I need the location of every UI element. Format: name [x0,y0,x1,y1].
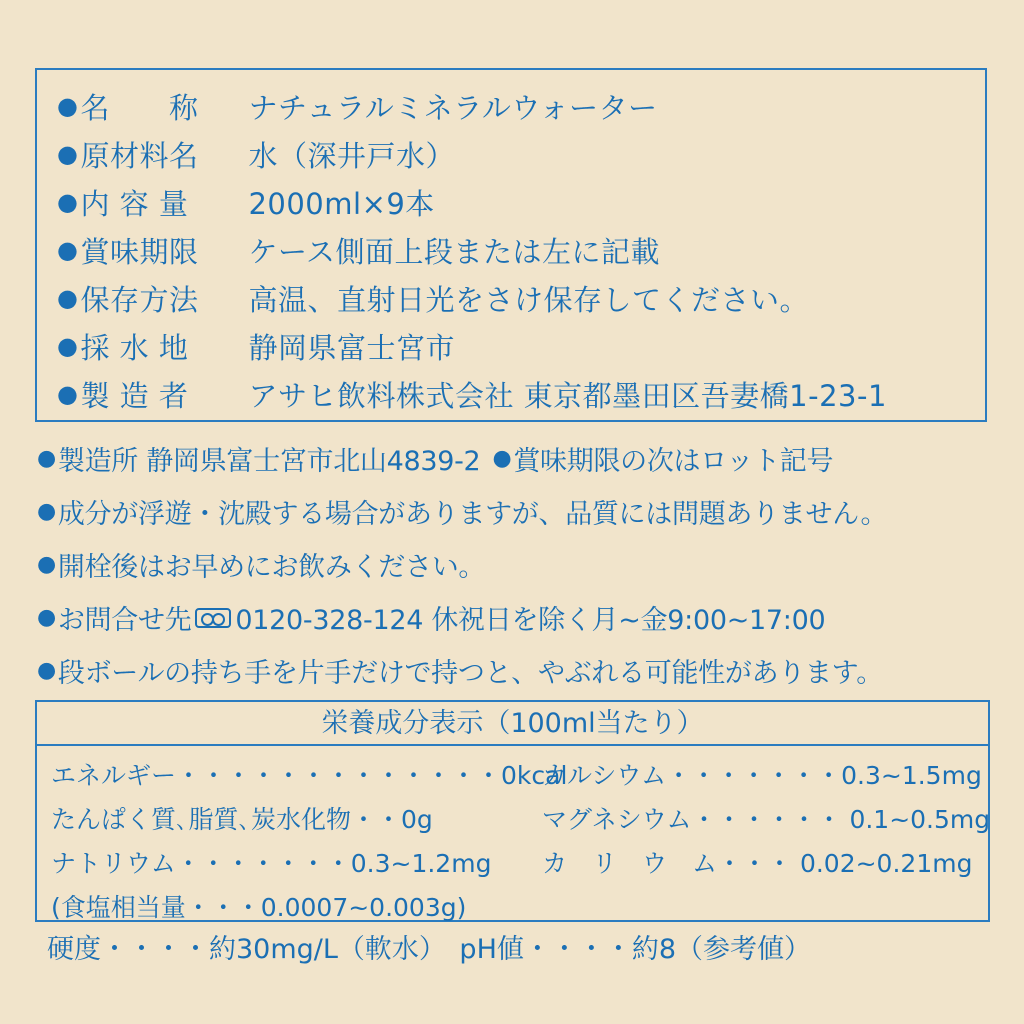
note-after-open-text: 開栓後はお早めにお飲みください。 [57,552,486,583]
info-row-manufacturer [57,370,887,418]
bullet-icon: ● [37,658,56,683]
info-label: 製 造 者 [80,378,189,413]
info-value: 2000ml×9本 [248,186,435,221]
info-value: ナチュラルミネラルウォーター [248,90,658,125]
info-label: 内 容 量 [80,186,189,221]
nutrition-sodium: ナトリウム・・・・・・・0.3~1.2mg [51,849,492,878]
info-value: アサヒ飲料株式会社 東京都墨田区吾妻橋1-23-1 [248,378,887,413]
info-value: ケース側面上段または左に記載 [248,234,661,269]
nutrition-magnesium: マグネシウム・・・・・・ 0.1~0.5mg [542,805,991,834]
info-value: 高温、直射日光をさけ保存してください。 [248,282,809,317]
bullet-icon: ● [57,140,79,168]
nutrition-left-column [51,754,567,930]
bullet-icon: ● [57,92,79,120]
info-label: 名 称 [80,90,199,125]
bullet-icon: ● [57,236,79,264]
hardness-ph-line: 硬度・・・・約30mg/L（軟水） pH値・・・・約8（参考値） [47,934,812,965]
info-row-source [57,322,455,370]
nutrition-box [35,700,990,922]
bullet-icon: ● [37,446,56,471]
info-label: 保存方法 [80,282,199,317]
bullet-icon: ● [57,380,79,408]
info-value: 水（深井戸水） [248,138,455,173]
note-sediment-text: 成分が浮遊・沈殿する場合がありますが、品質には問題ありません。 [57,499,888,530]
contact-prefix: お問合せ先 [57,605,192,636]
nutrition-protein-fat-carb: たんぱく質､脂質､炭水化物・・0g [51,805,433,834]
bullet-icon: ● [57,284,79,312]
note-factory-text: 製造所 静岡県富士宮市北山4839-2 [57,446,481,477]
note-carton [37,644,997,697]
bullet-icon: ● [57,188,79,216]
contact-number: 0120-328-124 休祝日を除く月~金9:00~17:00 [235,605,826,636]
note-after-open [37,538,997,591]
info-label: 賞味期限 [80,234,199,269]
note-factory [37,432,997,485]
notes-section [37,432,997,697]
bullet-icon: ● [37,552,56,577]
bullet-icon: ● [57,332,79,360]
note-sediment [37,485,997,538]
info-label: 原材料名 [80,138,199,173]
bullet-icon: ● [37,605,56,630]
free-dial-icon [195,608,231,628]
info-value: 静岡県富士宮市 [248,330,455,365]
info-row-name [57,82,658,130]
info-row-storage [57,274,809,322]
nutrition-right-column [542,754,990,886]
product-info-box [35,68,987,422]
note-carton-text: 段ボールの持ち手を片手だけで持つと、やぶれる可能性があります。 [57,658,883,689]
note-lot-text: 賞味期限の次はロット記号 [513,446,834,477]
nutrition-potassium: カ リ ウ ム・・・ 0.02~0.21mg [542,849,973,878]
nutrition-calcium: カルシウム・・・・・・・0.3~1.5mg [542,761,982,790]
info-row-volume [57,178,435,226]
info-label: 採 水 地 [80,330,189,365]
nutrition-title: 栄養成分表示（100ml当たり） [37,702,988,746]
note-contact [37,591,997,644]
info-row-ingredients [57,130,455,178]
bullet-icon: ● [37,499,56,524]
nutrition-energy: エネルギー・・・・・・・・・・・・・0kcal [51,761,568,790]
nutrition-salt-equivalent: (食塩相当量・・・0.0007~0.003g) [51,893,467,922]
info-row-best-before [57,226,660,274]
bullet-icon: ● [492,446,512,471]
